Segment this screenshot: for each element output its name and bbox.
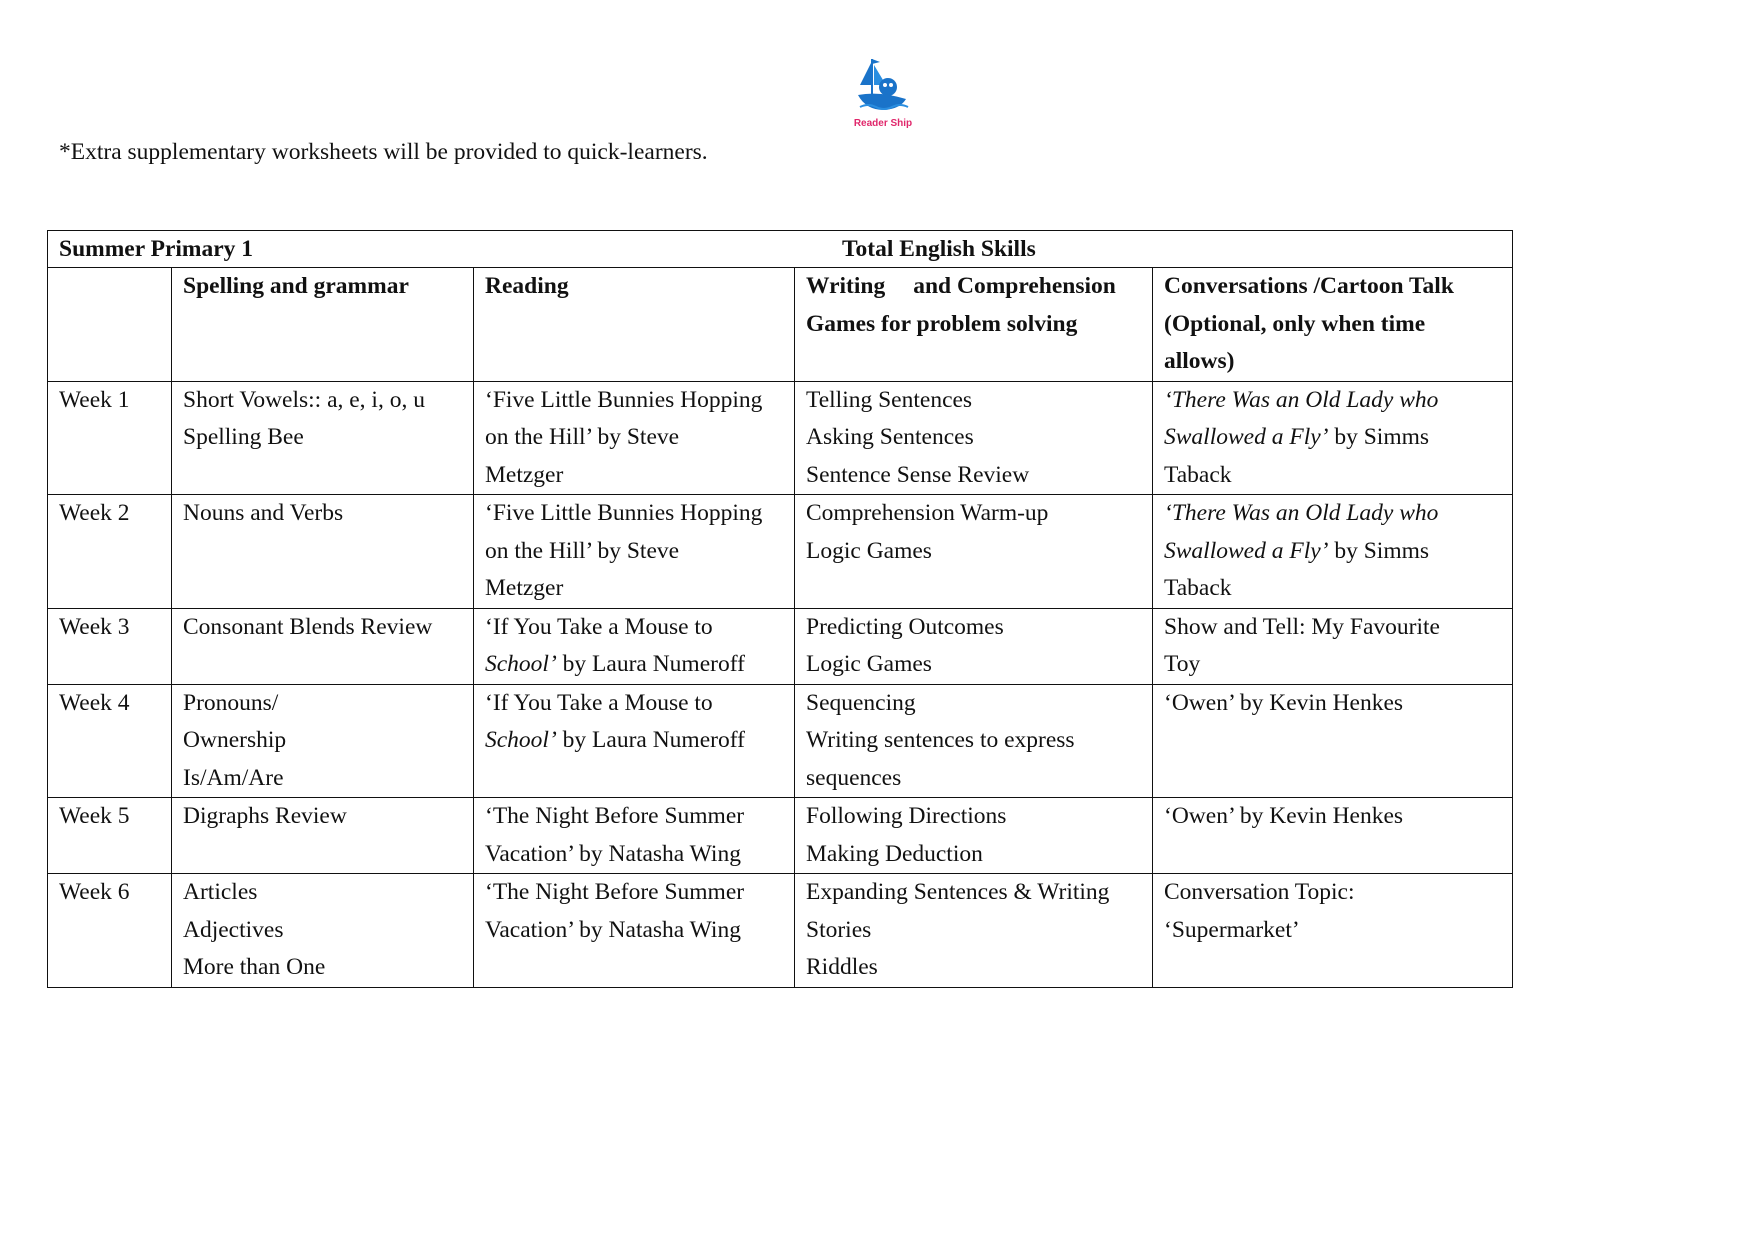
spelling-cell — [172, 381, 474, 495]
header-reading-label: Reading — [485, 273, 569, 299]
conversation-line: ‘Owen’ by Kevin Henkes — [1164, 803, 1404, 829]
spelling-cell — [172, 874, 474, 988]
conversation-cell — [1153, 798, 1513, 874]
reading-line — [485, 646, 784, 684]
table-row — [48, 874, 1513, 988]
spelling-line: Pronouns/ — [183, 689, 279, 716]
conversation-author-part: by Simms — [1328, 537, 1430, 564]
header-writing-word: Writing — [806, 273, 886, 299]
writing-line: Sentence Sense Review — [806, 461, 1030, 488]
table-row — [48, 798, 1513, 874]
table-row — [48, 608, 1513, 684]
writing-cell — [795, 684, 1153, 798]
conversation-line: Toy — [1164, 651, 1201, 677]
writing-line: Riddles — [806, 954, 878, 980]
course-title: Summer Primary 1 — [59, 236, 254, 262]
spelling-line: Digraphs Review — [183, 803, 347, 829]
reading-line: ‘Five Little Bunnies Hopping — [485, 500, 763, 526]
week-cell: Week 1 — [48, 381, 172, 495]
header-week — [48, 268, 172, 382]
header-conversation — [1153, 268, 1513, 382]
spelling-line: Short Vowels:: a, e, i, o, u — [183, 386, 425, 413]
writing-line: Writing sentences to express — [806, 727, 1075, 753]
header-comprehension-words: and Comprehension — [913, 273, 1116, 299]
conversation-cell — [1153, 381, 1513, 495]
conversation-cell — [1153, 495, 1513, 609]
writing-line: sequences — [806, 764, 902, 791]
spelling-line: Is/Am/Are — [183, 764, 284, 791]
week-cell: Week 6 — [48, 874, 172, 988]
reading-cell — [474, 495, 795, 609]
conversation-line: Conversation Topic: — [1164, 879, 1355, 905]
reading-line: on the Hill’ by Steve — [485, 537, 680, 564]
writing-cell — [795, 874, 1153, 988]
header-conversation-line-2: (Optional, only when time — [1164, 310, 1426, 337]
conversation-line: ‘Owen’ by Kevin Henkes — [1164, 689, 1404, 716]
spelling-line: Nouns and Verbs — [183, 500, 344, 526]
spelling-line: Spelling Bee — [183, 424, 304, 450]
header-writing-line-1 — [806, 268, 1142, 306]
header-spelling — [172, 268, 474, 382]
curriculum-table — [47, 230, 1513, 988]
conversation-line: ‘Supermarket’ — [1164, 916, 1300, 943]
week-cell: Week 2 — [48, 495, 172, 609]
supplementary-note: *Extra supplementary worksheets will be provided to quick-learners. — [59, 139, 708, 165]
reading-line: ‘The Night Before Summer — [485, 803, 745, 829]
table-title-cell — [48, 231, 1513, 268]
reading-line: ‘Five Little Bunnies Hopping — [485, 386, 763, 413]
conversation-line: Show and Tell: My Favourite — [1164, 613, 1440, 640]
table-row — [48, 684, 1513, 798]
spelling-line: Consonant Blends Review — [183, 613, 433, 640]
header-conversation-line-3: allows) — [1164, 348, 1235, 374]
week-cell: Week 3 — [48, 608, 172, 684]
table-title-row — [48, 231, 1513, 268]
header-spelling-label: Spelling and grammar — [183, 273, 409, 299]
sailing-ship-mascot-icon — [850, 55, 916, 129]
spelling-line: Adjectives — [183, 916, 284, 943]
conversation-line: ‘There Was an Old Lady who — [1164, 500, 1439, 526]
header-writing — [795, 268, 1153, 382]
week-cell: Week 4 — [48, 684, 172, 798]
writing-line: Stories — [806, 916, 872, 943]
week-cell: Week 5 — [48, 798, 172, 874]
writing-line: Comprehension Warm-up — [806, 500, 1049, 526]
reading-title-part: School’ — [485, 651, 557, 677]
spelling-line: Articles — [183, 879, 258, 905]
spelling-line: Ownership — [183, 727, 287, 753]
table-header-row — [48, 268, 1513, 382]
header-reading — [474, 268, 795, 382]
conversation-line: Taback — [1164, 461, 1232, 488]
writing-line: Sequencing — [806, 689, 916, 716]
conversation-line — [1164, 533, 1502, 571]
conversation-line — [1164, 419, 1502, 457]
table-row — [48, 381, 1513, 495]
reading-line: Metzger — [485, 575, 564, 601]
header-conversation-line-1: Conversations /Cartoon Talk — [1164, 273, 1454, 299]
conversation-title-part: Swallowed a Fly’ — [1164, 537, 1329, 564]
conversation-line: ‘There Was an Old Lady who — [1164, 386, 1439, 413]
conversation-title-part: Swallowed a Fly’ — [1164, 424, 1329, 450]
writing-line: Following Directions — [806, 803, 1007, 829]
logo-text: Reader Ship — [853, 118, 913, 129]
reading-cell — [474, 798, 795, 874]
writing-line: Logic Games — [806, 651, 932, 677]
writing-cell — [795, 608, 1153, 684]
reading-line: on the Hill’ by Steve — [485, 424, 680, 450]
program-title: Total English Skills — [842, 236, 1036, 262]
conversation-author-part: by Simms — [1328, 424, 1430, 450]
reading-title-part: School’ — [485, 727, 557, 753]
writing-line: Making Deduction — [806, 840, 983, 867]
spelling-line: More than One — [183, 954, 326, 980]
header-writing-line-2: Games for problem solving — [806, 310, 1078, 337]
spelling-cell — [172, 684, 474, 798]
reading-cell — [474, 684, 795, 798]
reading-line: Metzger — [485, 461, 564, 488]
reading-line: ‘The Night Before Summer — [485, 879, 745, 905]
writing-line: Predicting Outcomes — [806, 613, 1004, 640]
reading-cell — [474, 874, 795, 988]
writing-line: Asking Sentences — [806, 424, 974, 450]
spelling-cell — [172, 608, 474, 684]
reading-cell — [474, 608, 795, 684]
conversation-cell — [1153, 874, 1513, 988]
reading-author-part: by Laura Numeroff — [556, 727, 745, 753]
reading-line: ‘If You Take a Mouse to — [485, 613, 713, 640]
reading-line — [485, 722, 784, 760]
table-row — [48, 495, 1513, 609]
reading-cell — [474, 381, 795, 495]
reading-line: ‘If You Take a Mouse to — [485, 689, 713, 716]
conversation-line: Taback — [1164, 575, 1232, 601]
reading-author-part: by Laura Numeroff — [556, 651, 745, 677]
reader-ship-logo — [850, 55, 916, 129]
writing-cell — [795, 798, 1153, 874]
reading-line: Vacation’ by Natasha Wing — [485, 840, 741, 867]
writing-cell — [795, 381, 1153, 495]
writing-line: Expanding Sentences & Writing — [806, 879, 1110, 905]
reading-line: Vacation’ by Natasha Wing — [485, 916, 741, 943]
spelling-cell — [172, 798, 474, 874]
conversation-cell — [1153, 684, 1513, 798]
spelling-cell — [172, 495, 474, 609]
writing-line: Logic Games — [806, 537, 932, 564]
writing-line: Telling Sentences — [806, 386, 973, 413]
conversation-cell — [1153, 608, 1513, 684]
writing-cell — [795, 495, 1153, 609]
